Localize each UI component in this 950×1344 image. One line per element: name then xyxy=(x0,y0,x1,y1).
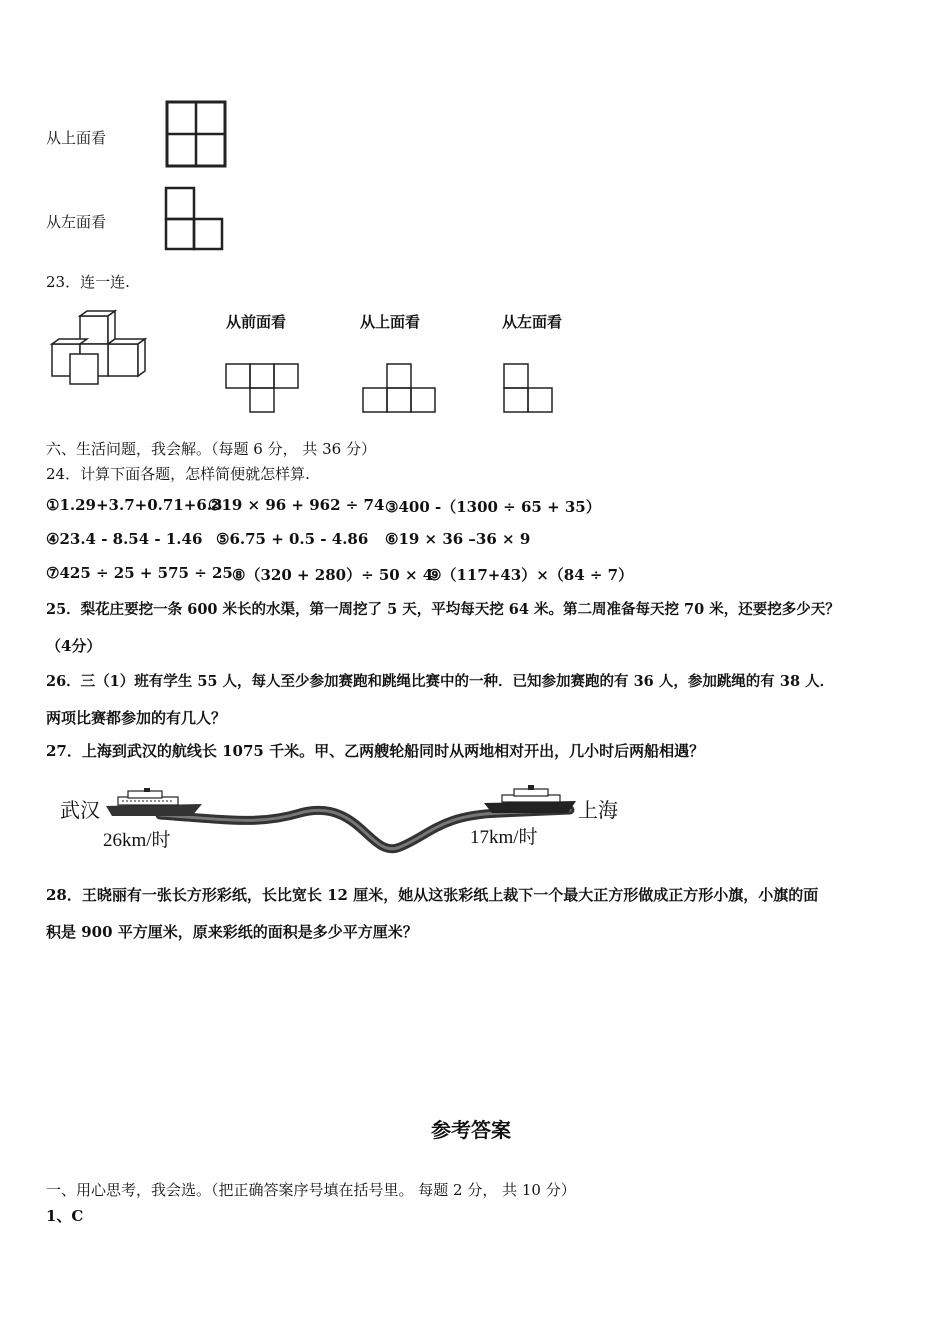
calc-3: ③400 -（1300 ÷ 65 + 35） xyxy=(385,498,601,516)
label-front-view: 从前面看 xyxy=(226,313,287,331)
q28-line2: 积是 900 平方厘米，原来彩纸的面积是多少平方厘米？ xyxy=(46,923,418,941)
calc-1: ①1.29+3.7+0.71+6.3 xyxy=(46,496,223,514)
calc-9: ⑨（117+43）×（84 ÷ 7） xyxy=(428,566,634,584)
answers-section1: 一、用心思考，我会选。（把正确答案序号填在括号里。 每题 2 分， 共 10 分） xyxy=(46,1181,576,1199)
section6-heading: 六、生活问题，我会解。（每题 6 分， 共 36 分） xyxy=(46,440,376,458)
q28-line1: 28．王晓丽有一张长方形彩纸，长比宽长 12 厘米，她从这张彩纸上裁下一个最大正方形做成正方形小旗，小旗的面 xyxy=(46,886,819,904)
q27-text: 27．上海到武汉的航线长 1075 千米。甲、乙两艘轮船同时从两地相对开出，几小时后两船相遇？ xyxy=(46,742,705,760)
ship-right-icon xyxy=(484,785,580,815)
answer-1: 1、C xyxy=(46,1207,84,1225)
q23-text: 23．连一连. xyxy=(46,273,130,291)
q26-line2: 两项比赛都参加的有几人？ xyxy=(46,709,227,727)
speed-left: 26km/时 xyxy=(103,830,171,851)
calc-2: ②19 × 96 + 962 ÷ 74 xyxy=(208,496,385,514)
calc-4: ④23.4 - 8.54 - 1.46 xyxy=(46,530,203,548)
speed-right: 17km/时 xyxy=(470,827,538,848)
figure-top-view-option xyxy=(363,362,443,416)
calc-7: ⑦425 ÷ 25 + 575 ÷ 25 xyxy=(46,564,233,582)
ship-left-icon xyxy=(106,788,202,818)
q26-line1: 26．三（1）班有学生 55 人，每人至少参加赛跑和跳绳比赛中的一种．已知参加赛跑的有 36 人，参加跳绳的有 38 人． xyxy=(46,673,835,690)
figure-cube-stack xyxy=(50,308,150,388)
figure-left-view xyxy=(164,186,226,252)
figure-top-view xyxy=(165,100,227,168)
calc-6: ⑥19 × 36 –36 × 9 xyxy=(385,530,531,548)
label-left-view: 从左面看 xyxy=(502,313,563,331)
answers-title: 参考答案 xyxy=(431,1118,511,1142)
city-wuhan: 武汉 xyxy=(60,800,100,822)
q25-line2: （4分） xyxy=(46,637,102,655)
q25-line1: 25．梨花庄要挖一条 600 米长的水渠，第一周挖了 5 天，平均每天挖 64 米。第二周准备每天挖 70 米，还要挖多少天？ xyxy=(46,601,840,618)
label-from-top: 从上面看 xyxy=(46,129,107,147)
label-top-view: 从上面看 xyxy=(360,313,421,331)
figure-front-view xyxy=(225,362,305,416)
figure-left-view-option xyxy=(503,362,563,416)
calc-5: ⑤6.75 + 0.5 - 4.86 xyxy=(216,530,369,548)
label-from-left: 从左面看 xyxy=(46,213,107,231)
city-shanghai: 上海 xyxy=(578,800,618,822)
calc-8: ⑧（320 + 280）÷ 50 × 4 xyxy=(232,566,434,584)
q24-text: 24．计算下面各题，怎样简便就怎样算. xyxy=(46,465,310,483)
